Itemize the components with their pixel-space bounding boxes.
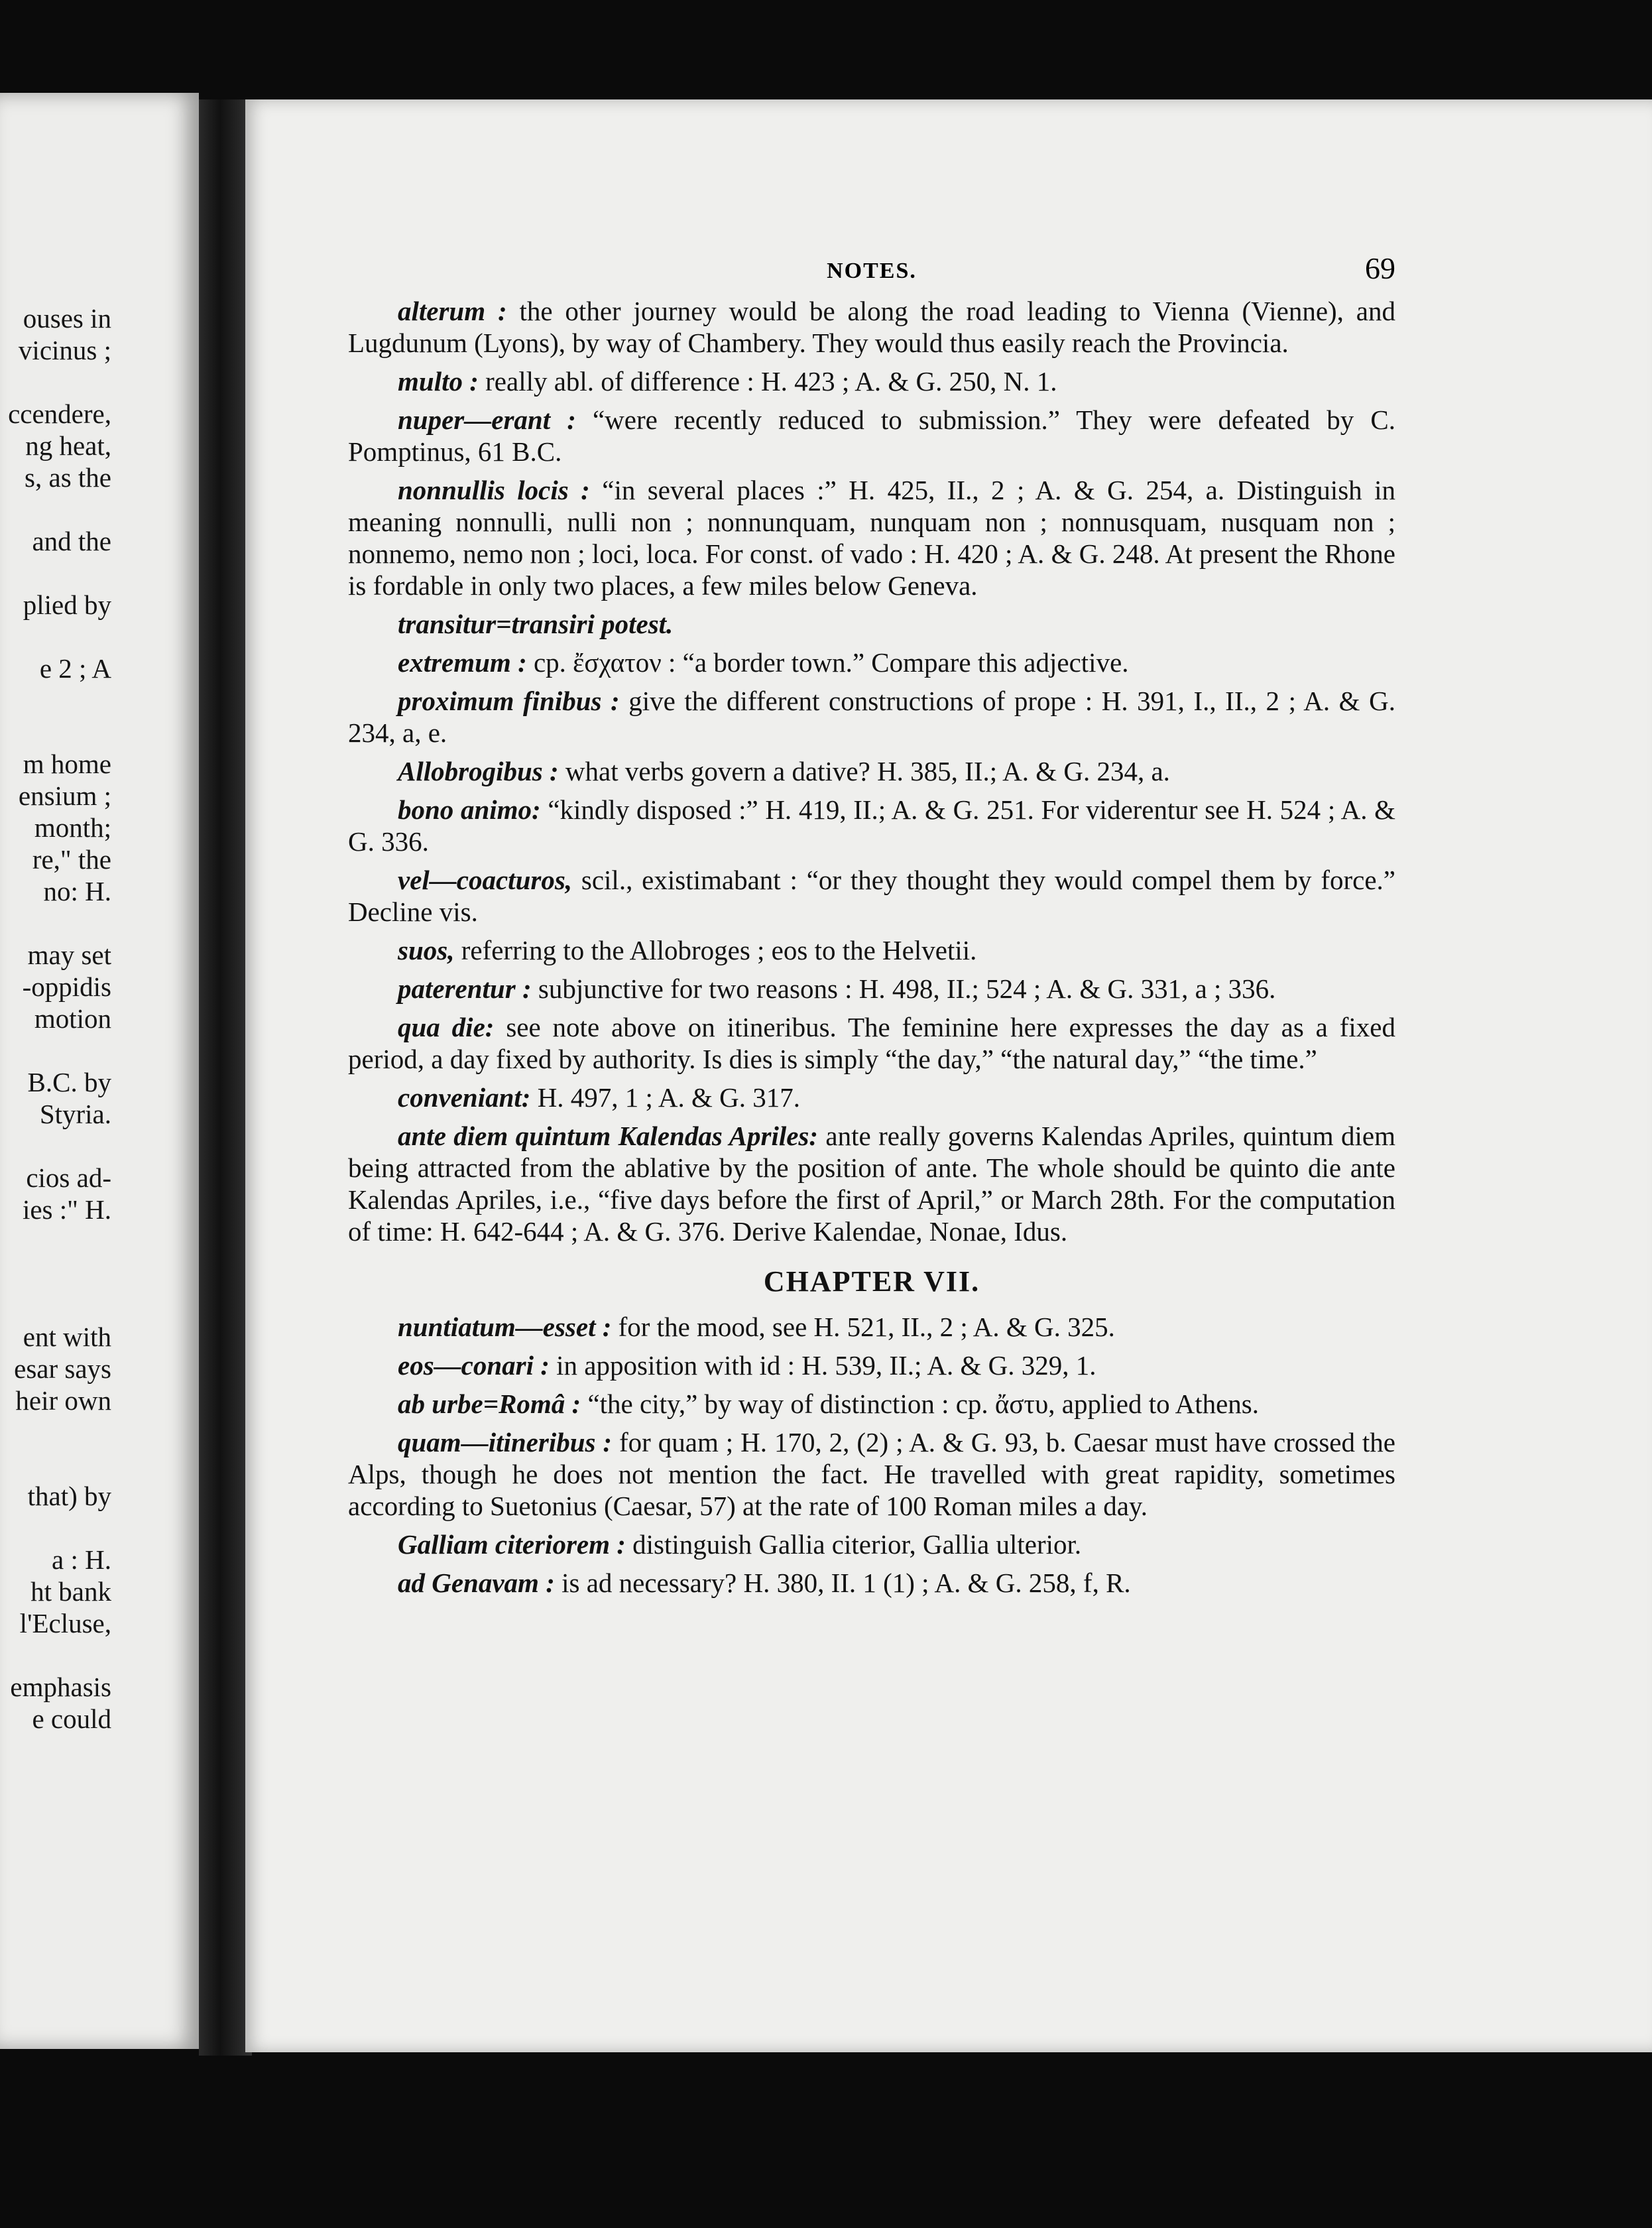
right-page [245, 99, 1652, 2052]
note-lemma: paterentur : [398, 973, 532, 1004]
note-entry [348, 794, 1395, 857]
note-entry [348, 1082, 1395, 1113]
note-entry [348, 1120, 1395, 1247]
note-text: in apposition with id : H. 539, II.; A. & G. 329, 1. [549, 1350, 1096, 1381]
note-entry [348, 365, 1395, 397]
note-lemma: quam—itineribus : [398, 1427, 613, 1457]
note-lemma: vel—coacturos, [398, 865, 573, 895]
left-page-fragment: month; [34, 812, 111, 843]
note-lemma: transitur=transiri potest. [398, 609, 674, 639]
note-lemma: nuper—erant : [398, 404, 576, 435]
note-lemma: nuntiatum—esset : [398, 1312, 612, 1342]
note-entry [348, 1426, 1395, 1522]
note-entry [348, 755, 1395, 787]
note-entry [348, 1011, 1395, 1075]
note-lemma: extremum : [398, 647, 527, 678]
left-page-fragment: B.C. by [27, 1067, 111, 1097]
note-lemma: conveniant: [398, 1082, 531, 1113]
note-text: referring to the Allobroges ; eos to the Helvetii. [454, 935, 977, 965]
left-page-fragment: ht bank [30, 1576, 111, 1607]
note-text: is ad necessary? H. 380, II. 1 (1) ; A. & G. 258, f, R. [554, 1568, 1131, 1598]
left-page-fragment: and the [32, 526, 111, 556]
note-entry [348, 1311, 1395, 1343]
note-lemma: ab urbe=Româ : [398, 1389, 581, 1419]
note-entry [348, 404, 1395, 467]
note-entry [348, 1528, 1395, 1560]
left-page-fragment: s, as the [25, 462, 111, 493]
note-lemma: eos—conari : [398, 1350, 550, 1381]
left-page-fragment: that) by [27, 1481, 111, 1511]
running-head: NOTES. [827, 259, 917, 283]
left-page-fragment: Styria. [39, 1099, 111, 1129]
note-text: cp. ἔσχατον : “a border town.” Compare this adjective. [526, 647, 1129, 678]
notes-list [348, 295, 1395, 1247]
left-page-fragment: ouses in [23, 303, 111, 334]
note-text: for the mood, see H. 521, II., 2 ; A. & G. 325. [611, 1312, 1115, 1342]
note-entry [348, 1567, 1395, 1599]
note-entry [348, 647, 1395, 678]
left-page-fragment: ies :" H. [22, 1194, 111, 1225]
left-page-fragment: e could [32, 1703, 111, 1734]
note-lemma: qua die: [398, 1012, 495, 1042]
note-text: “in several places :” H. 425, II., 2 ; A. & G. 254, a. Distinguish in meaning nonnulli, nulli non ; nonnunquam, nunquam non ; nonnusquam, nusquam non ; nonnemo, nemo non ; loci, loca. For const. of vado : H. 420 ; A. & G. 248. At present the Rhone is fordable in only two places, a few miles below Geneva. [348, 475, 1395, 601]
note-text: “the city,” by way of distinction : cp. ἄστυ, applied to Athens. [581, 1389, 1259, 1419]
left-page-fragment: vicinus ; [18, 335, 111, 365]
left-page-fragment: ng heat, [25, 430, 111, 461]
note-lemma: multo : [398, 366, 479, 397]
notes-body [348, 265, 1395, 1605]
left-page-fragment: e 2 ; A [39, 653, 111, 684]
left-page-fragment: re," the [32, 844, 111, 875]
note-lemma: suos, [398, 935, 455, 965]
note-entry [348, 1349, 1395, 1381]
note-text: distinguish Gallia citerior, Gallia ulterior. [625, 1529, 1082, 1560]
left-page-fragment: l'Ecluse, [19, 1608, 111, 1639]
note-text: see note above on itineribus. The feminine here expresses the day as a fixed period, a day fixed by authority. Is dies is simply “the day,” “the natural day,” “the time.” [348, 1012, 1395, 1074]
note-entry [348, 295, 1395, 359]
left-page-fragment: heir own [15, 1385, 111, 1416]
left-page [0, 93, 199, 2049]
note-lemma: Galliam citeriorem : [398, 1529, 626, 1560]
note-text: the other journey would be along the road leading to Vienna (Vienne), and Lugdunum (Lyons), by way of Chambery. They would thus easily reach the Provincia. [348, 296, 1395, 358]
left-page-fragment: m home [23, 749, 111, 779]
note-lemma: ante diem quintum Kalendas Apriles: [398, 1121, 819, 1151]
left-page-fragment: ccendere, [8, 399, 111, 429]
note-entry [348, 864, 1395, 928]
chapter-title: CHAPTER VII. [763, 1265, 980, 1298]
left-page-fragment: emphasis [10, 1672, 111, 1702]
note-entry [348, 474, 1395, 601]
page-number: 69 [1365, 251, 1395, 285]
left-page-fragment: ensium ; [18, 780, 111, 811]
note-text: ante really governs Kalendas Apriles, quintum diem being attracted from the ablative by the position of ante. The whole should be quinto die ante Kalendas Apriles, i.e., “five days before the first of April,” or March 28th. For the computation of time: H. 642-644 ; A. & G. 376. Derive Kalendae, Nonae, Idus. [348, 1121, 1395, 1247]
note-text: really abl. of difference : H. 423 ; A. & G. 250, N. 1. [478, 366, 1057, 397]
note-entry [348, 973, 1395, 1005]
left-page-fragment: cios ad- [26, 1162, 111, 1193]
left-page-fragment: -oppidis [22, 971, 111, 1002]
left-page-fragment: a : H. [52, 1544, 111, 1575]
note-text: for quam ; H. 170, 2, (2) ; A. & G. 93, b. Caesar must have crossed the Alps, though he does not mention the fact. He travelled with great rapidity, sometimes according to Suetonius (Caesar, 57) at the rate of 100 Roman miles a day. [348, 1427, 1396, 1521]
note-entry [348, 608, 1395, 640]
book-gutter [199, 99, 252, 2056]
left-page-fragment: ent with [23, 1322, 111, 1352]
note-lemma: ad Genavam : [398, 1568, 555, 1598]
chapter-notes-list [348, 1311, 1395, 1599]
note-lemma: bono animo: [398, 794, 541, 825]
note-text: “were recently reduced to submission.” They were defeated by C. Pomptinus, 61 B.C. [348, 404, 1395, 467]
left-page-fragment: may set [27, 940, 111, 970]
left-page-fragment: plied by [23, 589, 111, 620]
left-page-fragment: esar says [14, 1353, 111, 1384]
note-entry [348, 685, 1395, 749]
note-text: what verbs govern a dative? H. 385, II.; A. & G. 234, a. [558, 756, 1170, 786]
note-text: give the different constructions of prope : H. 391, I., II., 2 ; A. & G. 234, a, e. [348, 686, 1395, 748]
left-page-fragment: no: H. [43, 876, 111, 906]
note-text: subjunctive for two reasons : H. 498, II.; 524 ; A. & G. 331, a ; 336. [531, 973, 1276, 1004]
note-lemma: nonnullis locis : [398, 475, 590, 505]
note-entry [348, 1388, 1395, 1420]
left-page-fragment: motion [34, 1003, 111, 1034]
note-text: “kindly disposed :” H. 419, II.; A. & G. 251. For viderentur see H. 524 ; A. & G. 336. [348, 794, 1395, 857]
note-lemma: alterum : [398, 296, 507, 326]
note-entry [348, 934, 1395, 966]
note-lemma: Allobrogibus : [398, 756, 559, 786]
note-lemma: proximum finibus : [398, 686, 620, 716]
note-text: scil., existimabant : “or they thought they would compel them by force.” Decline vis. [348, 865, 1395, 927]
note-text: H. 497, 1 ; A. & G. 317. [530, 1082, 801, 1113]
